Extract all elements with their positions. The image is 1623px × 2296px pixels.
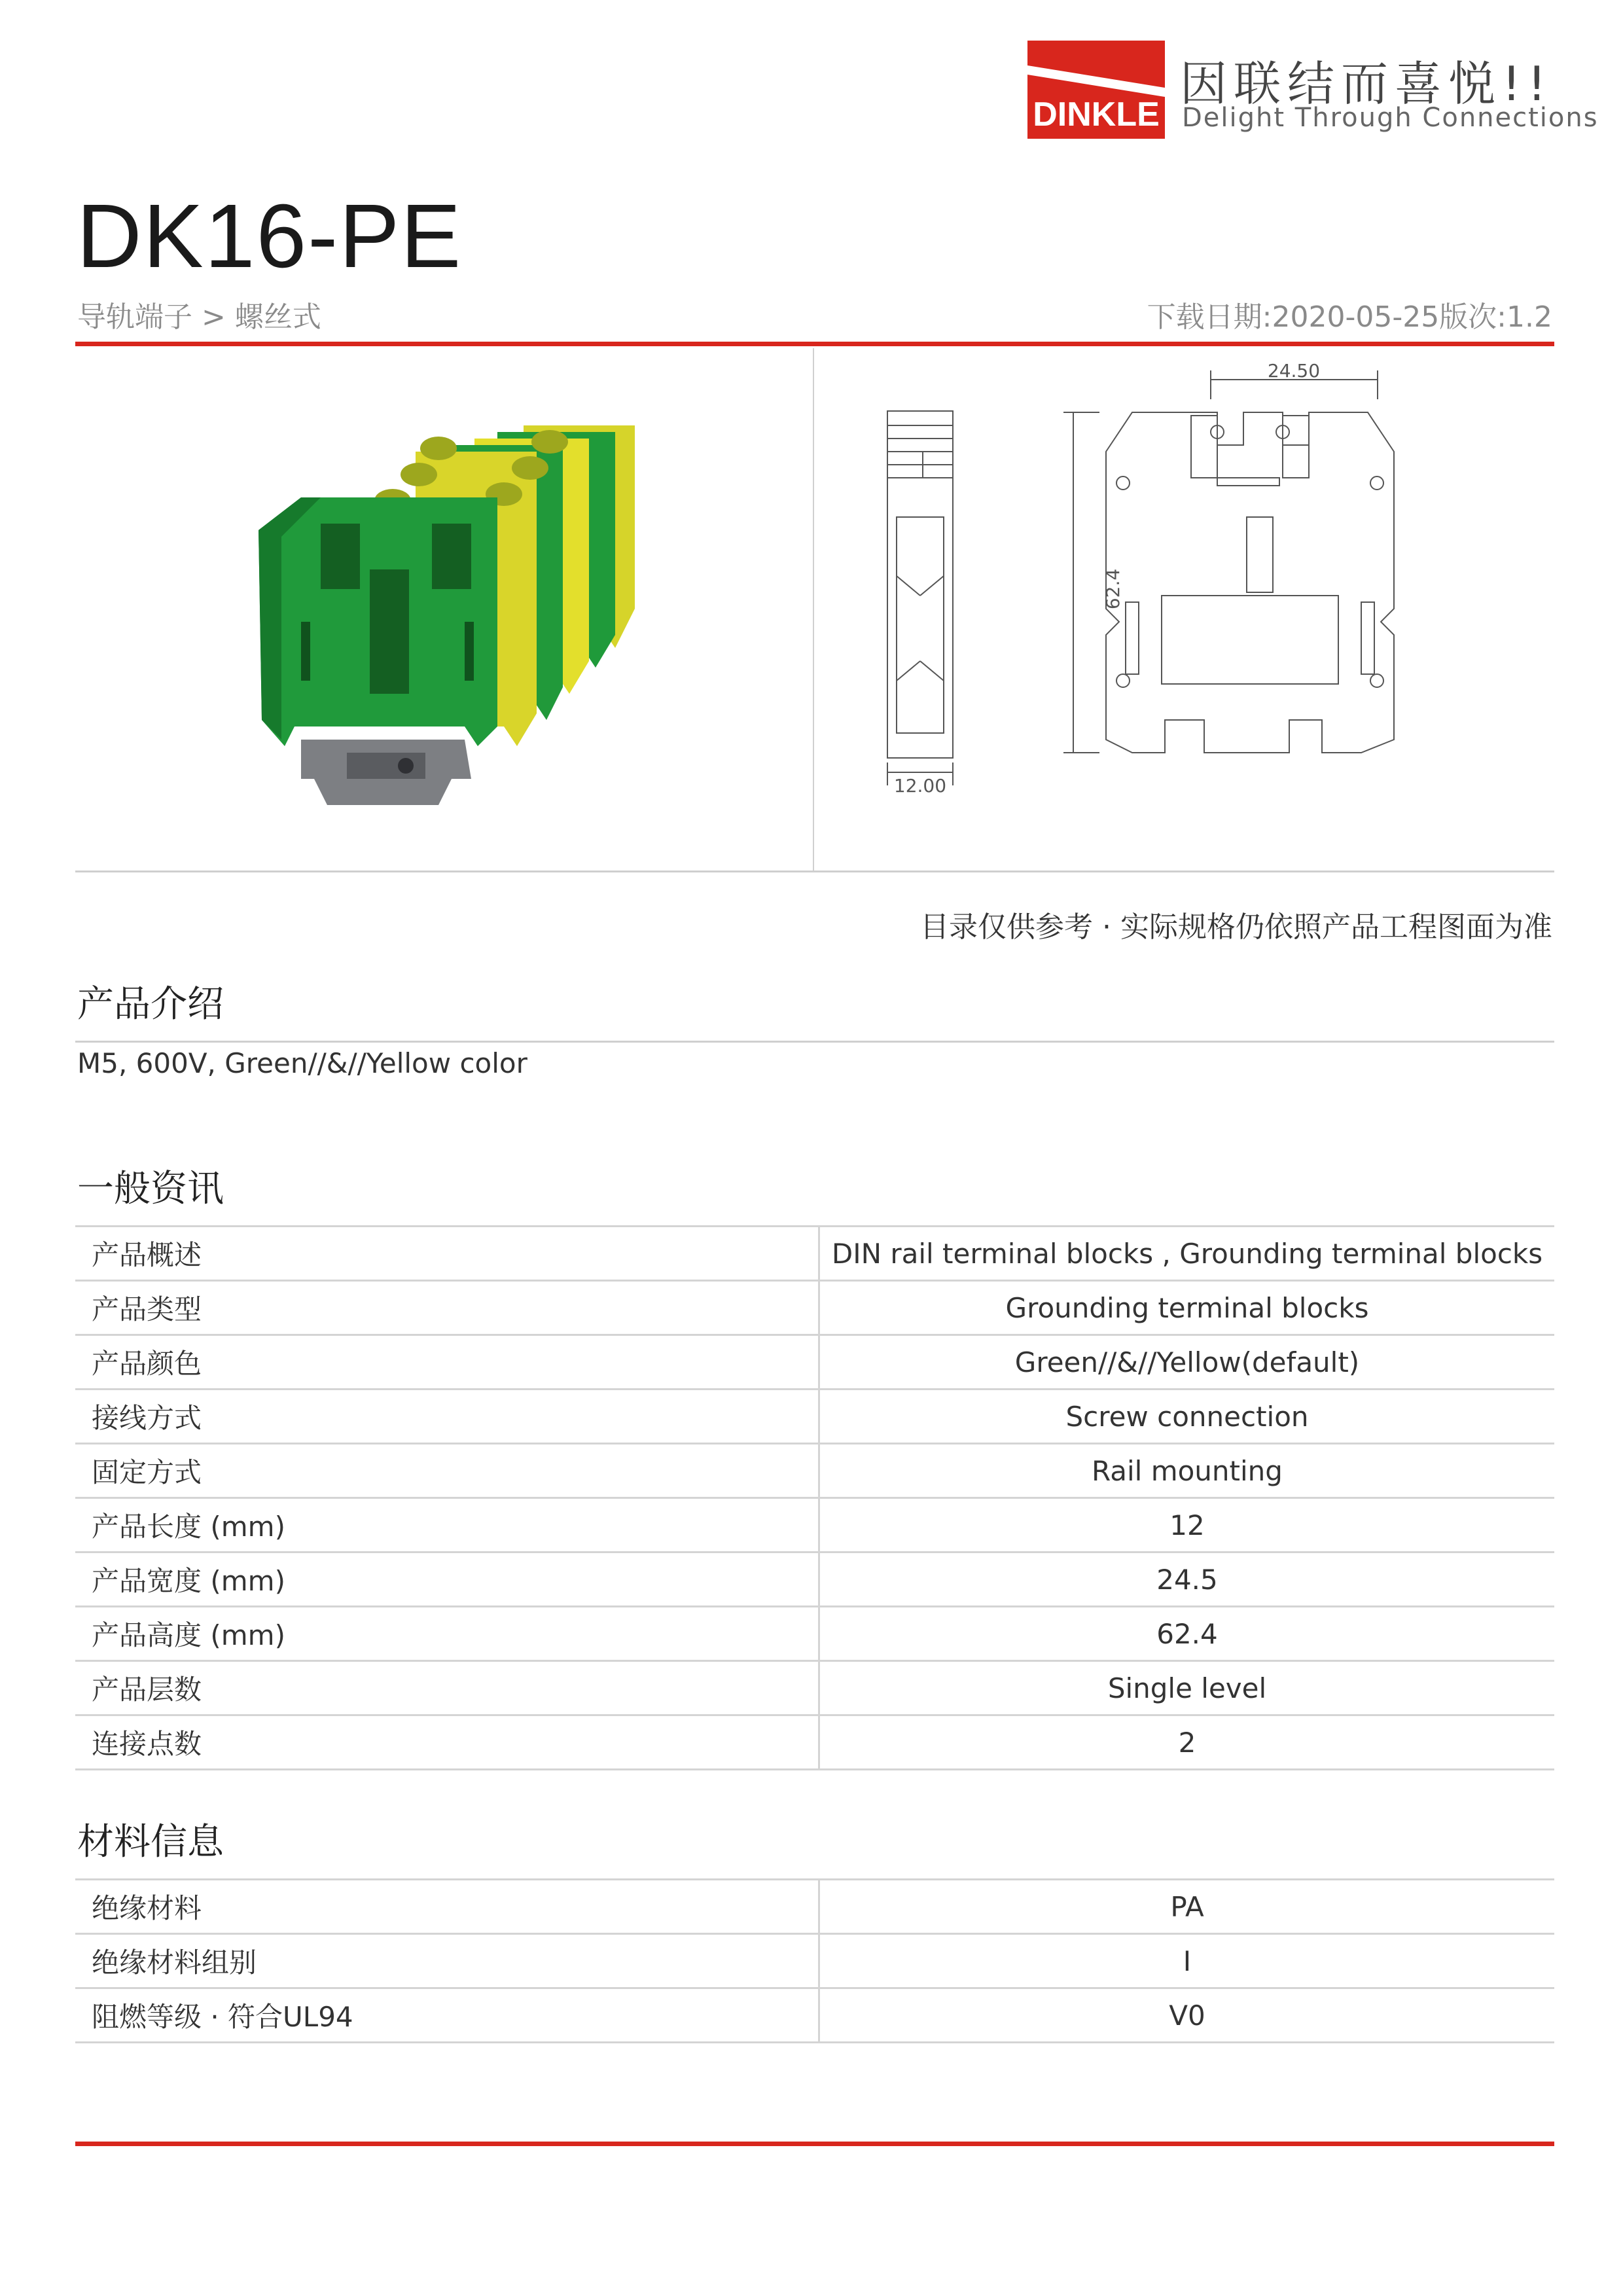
- footer-divider: [75, 2142, 1554, 2146]
- dim-width-label: 24.50: [1267, 360, 1321, 382]
- header-divider: [75, 342, 1554, 346]
- breadcrumb: 导轨端子 > 螺丝式: [77, 300, 321, 334]
- spec-label: 绝缘材料组别: [75, 1934, 819, 1988]
- dinkle-logo-icon: [1027, 41, 1165, 139]
- general-info-table: [75, 1225, 1554, 1770]
- spec-value: DIN rail terminal blocks , Grounding terminal blocks: [819, 1227, 1555, 1281]
- spec-value: 12: [819, 1498, 1555, 1552]
- spec-value: 2: [819, 1715, 1555, 1770]
- intro-text: M5, 600V, Green//&//Yellow color: [77, 1047, 527, 1079]
- tagline-en: Delight Through Connections: [1182, 103, 1599, 133]
- table-row: [75, 1715, 1554, 1770]
- table-row: [75, 1607, 1554, 1661]
- table-row: [75, 1934, 1554, 1988]
- spec-value: 24.5: [819, 1552, 1555, 1607]
- dim-height-label: 62.4: [1102, 568, 1124, 610]
- download-date: 下载日期:2020-05-25版次:1.2: [1147, 300, 1552, 334]
- intro-rule: [75, 1041, 1554, 1043]
- disclaimer: 目录仅供参考 · 实际规格仍依照产品工程图面为准: [920, 910, 1552, 944]
- material-heading: 材料信息: [77, 1821, 224, 1863]
- image-divider: [813, 348, 814, 872]
- spec-value: 62.4: [819, 1607, 1555, 1661]
- brand-logo: [1027, 41, 1599, 145]
- spec-label: 绝缘材料: [75, 1880, 819, 1934]
- table-row: [75, 1880, 1554, 1934]
- table-row: [75, 1988, 1554, 2043]
- material-info-table: [75, 1878, 1554, 2043]
- dim-length-label: 12.00: [893, 775, 947, 797]
- table-row: [75, 1390, 1554, 1444]
- table-row: [75, 1227, 1554, 1281]
- table-row: [75, 1661, 1554, 1715]
- general-heading: 一般资讯: [77, 1168, 224, 1210]
- side-view: [887, 411, 953, 785]
- tagline-cn: 因联结而喜悦!!: [1180, 56, 1553, 111]
- spec-label: 固定方式: [75, 1444, 819, 1498]
- spec-label: 产品概述: [75, 1227, 819, 1281]
- spec-value: Green//&//Yellow(default): [819, 1335, 1555, 1390]
- spec-label: 产品层数: [75, 1661, 819, 1715]
- table-row: [75, 1444, 1554, 1498]
- spec-label: 阻燃等级 · 符合UL94: [75, 1988, 819, 2043]
- spec-value: V0: [819, 1988, 1555, 2043]
- table-row: [75, 1498, 1554, 1552]
- spec-label: 产品宽度 (mm): [75, 1552, 819, 1607]
- spec-value: Screw connection: [819, 1390, 1555, 1444]
- spec-value: I: [819, 1934, 1555, 1988]
- spec-label: 产品长度 (mm): [75, 1498, 819, 1552]
- spec-label: 产品类型: [75, 1281, 819, 1335]
- technical-drawing: [864, 353, 1518, 812]
- spec-label: 接线方式: [75, 1390, 819, 1444]
- table-row: [75, 1281, 1554, 1335]
- spec-label: 产品高度 (mm): [75, 1607, 819, 1661]
- image-area-rule: [75, 870, 1554, 872]
- page-title: DK16-PE: [77, 186, 463, 287]
- spec-value: Single level: [819, 1661, 1555, 1715]
- spec-value: Grounding terminal blocks: [819, 1281, 1555, 1335]
- spec-value: PA: [819, 1880, 1555, 1934]
- front-view: [1063, 370, 1394, 753]
- spec-value: Rail mounting: [819, 1444, 1555, 1498]
- product-photo: [249, 412, 654, 844]
- svg-text:DINKLE: DINKLE: [1033, 96, 1160, 134]
- table-row: [75, 1552, 1554, 1607]
- table-row: [75, 1335, 1554, 1390]
- spec-label: 连接点数: [75, 1715, 819, 1770]
- intro-heading: 产品介绍: [77, 983, 224, 1026]
- spec-label: 产品颜色: [75, 1335, 819, 1390]
